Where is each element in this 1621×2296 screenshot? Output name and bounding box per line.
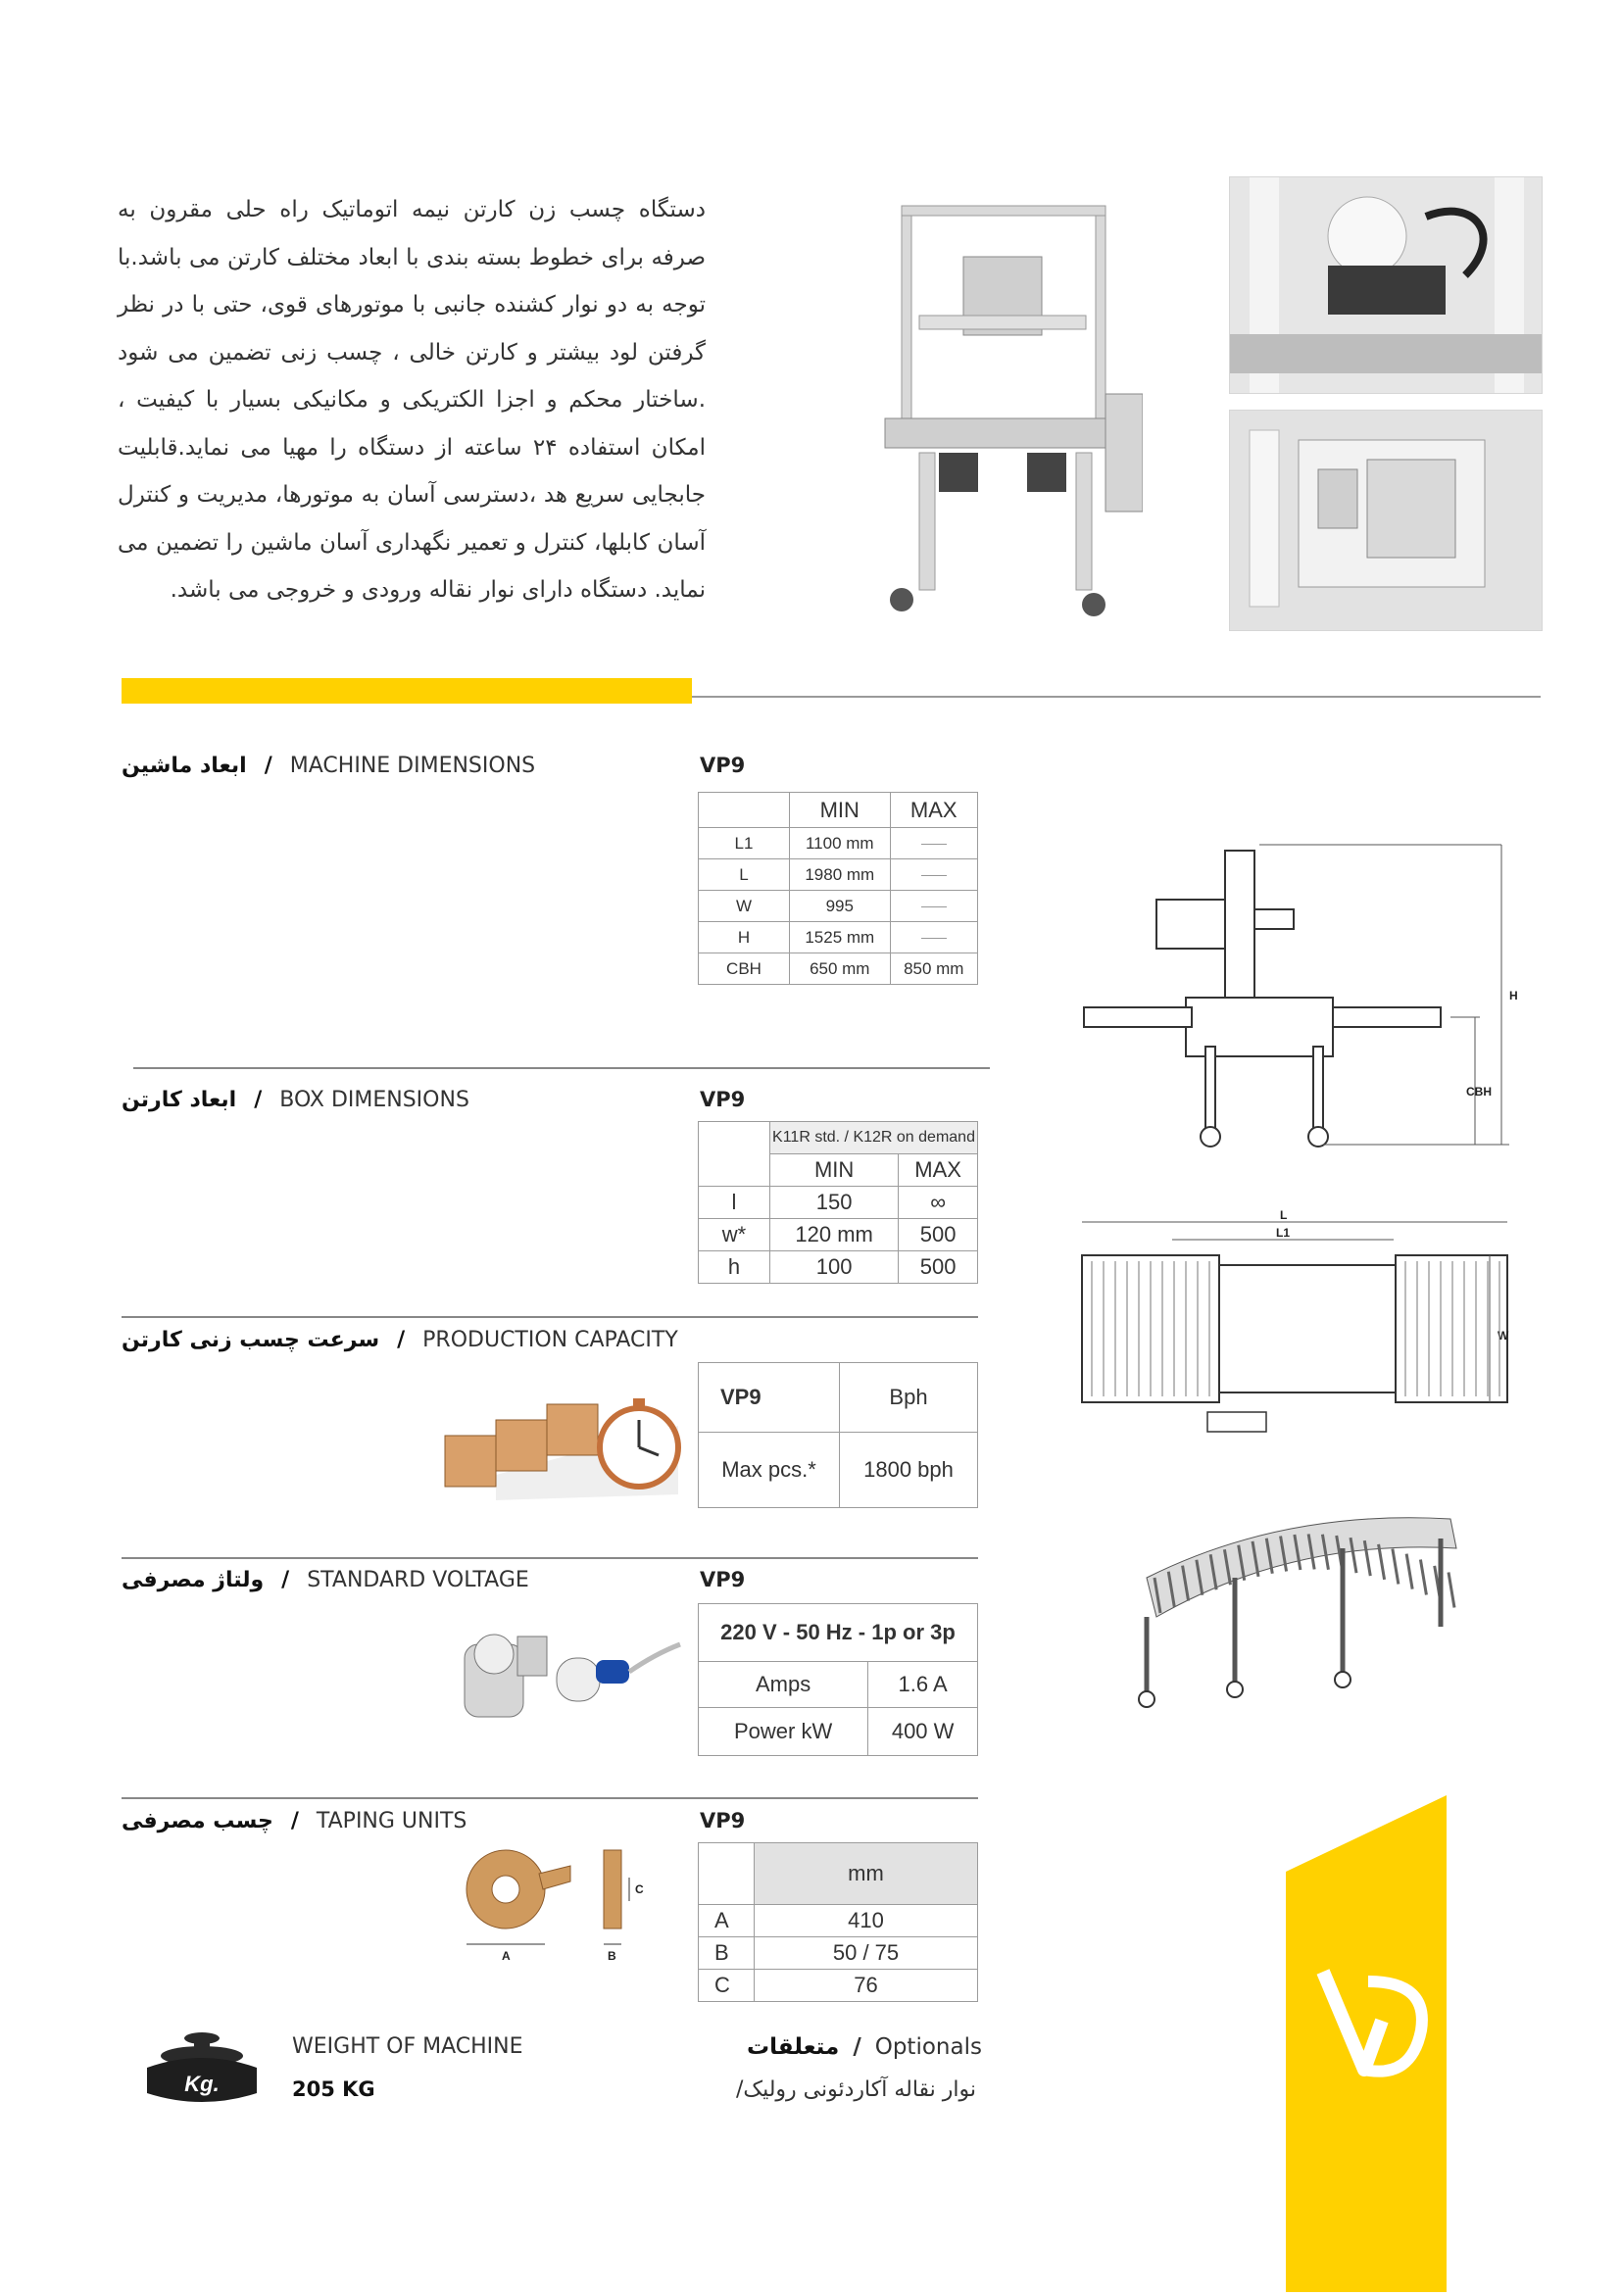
row-label: Amps [699, 1662, 868, 1708]
brand-logo-panel [1286, 1795, 1621, 2292]
machine-dimensions-title-en: MACHINE DIMENSIONS [289, 754, 536, 778]
col-max: MAX [890, 793, 977, 828]
row-min: 1980 mm [790, 859, 891, 891]
box-dimensions-title: ابعاد کارتن / BOX DIMENSIONS [122, 1088, 469, 1112]
capacity-title-en: PRODUCTION CAPACITY [422, 1328, 678, 1352]
capacity-table [698, 1362, 978, 1508]
dash-icon [921, 844, 947, 845]
label-b: B [608, 1949, 616, 1963]
label-l: L [1280, 1210, 1288, 1222]
voltage-model: VP9 [700, 1568, 746, 1591]
row-min: 120 mm [770, 1219, 899, 1251]
label-cbh: CBH [1466, 1085, 1492, 1099]
row-label: h [699, 1251, 770, 1284]
table-row [699, 1433, 978, 1508]
row-label: L [699, 859, 790, 891]
table-row [699, 891, 978, 922]
taping-title-fa: چسب مصرفی [122, 1809, 273, 1833]
table-row [699, 1708, 978, 1756]
row-label: C [699, 1970, 755, 2002]
taping-title-en: TAPING UNITS [316, 1809, 467, 1833]
row-label: w* [699, 1219, 770, 1251]
accordion-conveyor-image [1127, 1509, 1464, 1711]
table-row [699, 1251, 978, 1284]
table-row [699, 1937, 978, 1970]
voltage-title-en: STANDARD VOLTAGE [307, 1568, 529, 1592]
box-dimensions-title-en: BOX DIMENSIONS [279, 1088, 469, 1112]
conveyor-roller [1420, 1560, 1426, 1595]
taping-model: VP9 [700, 1809, 746, 1832]
machine-dimensions-table [698, 792, 978, 985]
motor-plug-icon [459, 1615, 684, 1723]
voltage-header: 220 V - 50 Hz - 1p or 3p [699, 1604, 978, 1662]
col-min: MIN [790, 793, 891, 828]
corner-cell [699, 793, 790, 828]
row-min: 100 [770, 1251, 899, 1284]
corner-cell [699, 1122, 770, 1187]
accent-bar [122, 678, 692, 704]
machine-dimensions-title: ابعاد ماشین / MACHINE DIMENSIONS [122, 754, 536, 778]
box-model: VP9 [700, 1088, 746, 1111]
machine-side-drawing [1078, 841, 1548, 1164]
optionals-title-en: Optionals [874, 2034, 982, 2060]
machine-top-drawing [1078, 1210, 1548, 1445]
label-h: H [1509, 989, 1518, 1002]
weight-value: 205 KG [292, 2077, 375, 2101]
label-w: W [1498, 1329, 1509, 1343]
row-max [890, 828, 977, 859]
row-min: 150 [770, 1187, 899, 1219]
weight-icon [143, 2028, 270, 2107]
boxes-stopwatch-icon [437, 1357, 688, 1500]
row-min: 1100 mm [790, 828, 891, 859]
optionals-title-fa: متعلقات [747, 2034, 840, 2060]
section-divider [122, 1797, 978, 1799]
row-label: H [699, 922, 790, 953]
row-min: 650 mm [790, 953, 891, 985]
capacity-model: VP9 [699, 1363, 840, 1433]
row-label: CBH [699, 953, 790, 985]
capacity-value: 1800 bph [840, 1433, 978, 1508]
table-row [699, 922, 978, 953]
machine-dimensions-title-fa: ابعاد ماشین [122, 754, 247, 778]
col-max: MAX [899, 1154, 978, 1187]
corner-cell [699, 1843, 755, 1905]
label-c: C [635, 1882, 644, 1896]
table-row [699, 1970, 978, 2002]
dash-icon [921, 875, 947, 876]
box-dimensions-title-fa: ابعاد کارتن [122, 1088, 237, 1112]
table-row [699, 1187, 978, 1219]
row-value: 400 W [868, 1708, 978, 1756]
row-max: 500 [899, 1251, 978, 1284]
table-row [699, 1219, 978, 1251]
row-max: 500 [899, 1219, 978, 1251]
voltage-title-fa: ولتاژ مصرفی [122, 1568, 265, 1592]
row-max: 850 mm [890, 953, 977, 985]
capacity-title-fa: سرعت چسب زنی کارتن [122, 1328, 380, 1352]
tape-head-photo [1229, 176, 1543, 394]
row-max [890, 891, 977, 922]
taping-header: mm [755, 1843, 978, 1905]
row-value: 410 [755, 1905, 978, 1937]
machine-photo [880, 188, 1143, 629]
conveyor-roller [1406, 1554, 1412, 1589]
table-row [699, 953, 978, 985]
intro-paragraph: دستگاه چسب زن کارتن نیمه اتوماتیک راه حلی مقرون به صرفه برای خطوط بسته بندی با ابعاد مختلف کارتن می باشد.با توجه به دو نوار کشنده جانبی با موتورهای قوی، حتی با در نظر گرفتن لود بیشتر و کارتن خالی ، چسب زنی تضمین می شود .ساختار محکم و اجزا الکتریکی و مکانیکی بسیار با کیفیت ، امکان استفاده ۲۴ ساعته از دستگاه را مهیا می نماید.قابلیت جابجایی سریع هد ،دسترسی آسان به موتورها، مدیریت و کنترل آسان کابلها، کنترل و تعمیر نگهداری آسان ماشین را تضمین می نماید. دستگاه دارای نوار نقاله ورودی و خروجی می باشد. [118, 197, 706, 603]
dash-icon [921, 906, 947, 907]
taping-table [698, 1842, 978, 2002]
section-divider [122, 1557, 978, 1559]
row-label: l [699, 1187, 770, 1219]
tape-roll-icon [461, 1838, 666, 1966]
voltage-title: ولتاژ مصرفی / STANDARD VOLTAGE [122, 1568, 529, 1592]
weight-icon-text: Kg. [184, 2072, 220, 2096]
box-dimensions-table [698, 1121, 978, 1284]
table-row [699, 1905, 978, 1937]
capacity-title: سرعت چسب زنی کارتن / PRODUCTION CAPACITY [122, 1328, 678, 1352]
row-value: 50 / 75 [755, 1937, 978, 1970]
row-max: ∞ [899, 1187, 978, 1219]
optionals-title: متعلقات / Optionals [747, 2034, 982, 2060]
row-max [890, 859, 977, 891]
table-row [699, 828, 978, 859]
row-label: B [699, 1937, 755, 1970]
table-row [699, 859, 978, 891]
voltage-table [698, 1603, 978, 1756]
section-divider [133, 1067, 990, 1069]
table-row [699, 1662, 978, 1708]
electrical-panel-photo [1229, 410, 1543, 631]
weight-label: WEIGHT OF MACHINE [292, 2034, 523, 2059]
row-value: 76 [755, 1970, 978, 2002]
section-divider [122, 1316, 978, 1318]
conveyor-roller [1449, 1573, 1454, 1608]
row-min: 995 [790, 891, 891, 922]
optionals-item: نوار نقاله آکاردئونی رولیک/ [735, 2077, 976, 2102]
taping-title: چسب مصرفی / TAPING UNITS [122, 1809, 467, 1833]
label-l1: L1 [1276, 1226, 1291, 1240]
col-min: MIN [770, 1154, 899, 1187]
label-a: A [502, 1949, 511, 1963]
conveyor-roller [1379, 1544, 1385, 1580]
dash-icon [921, 938, 947, 939]
row-value: 1.6 A [868, 1662, 978, 1708]
machine-model: VP9 [700, 754, 746, 777]
conveyor-roller [1393, 1548, 1399, 1584]
row-max [890, 922, 977, 953]
box-note: K11R std. / K12R on demand [770, 1122, 978, 1154]
row-label: L1 [699, 828, 790, 859]
row-label: Power kW [699, 1708, 868, 1756]
row-label: A [699, 1905, 755, 1937]
row-label: W [699, 891, 790, 922]
capacity-label: Max pcs.* [699, 1433, 840, 1508]
capacity-unit: Bph [840, 1363, 978, 1433]
row-min: 1525 mm [790, 922, 891, 953]
